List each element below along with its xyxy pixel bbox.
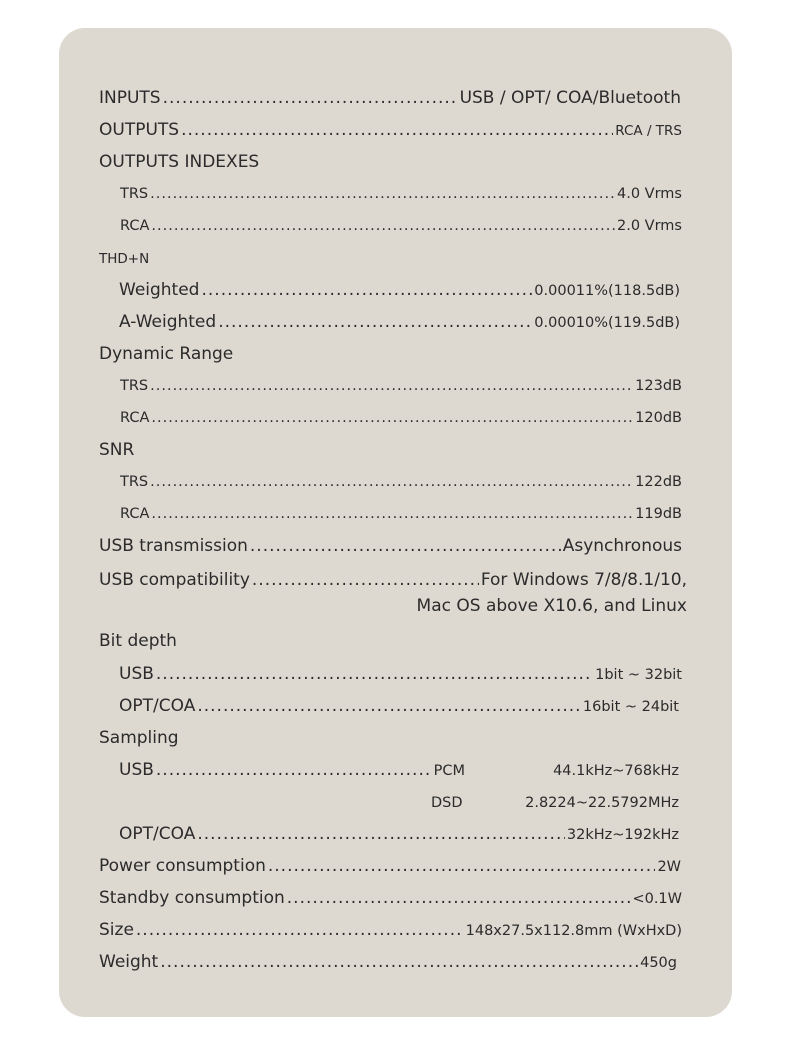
spec-label: INPUTS — [99, 88, 161, 108]
spec-row-dr-trs — [120, 378, 682, 394]
dot-leader — [150, 378, 633, 394]
spec-value: USB / OPT/ COA/Bluetooth — [459, 88, 681, 108]
spec-value: 123dB — [635, 378, 682, 394]
spec-value: RCA / TRS — [615, 123, 682, 139]
spec-row-power — [99, 856, 681, 876]
dot-leader — [136, 920, 464, 940]
spec-label: TRS — [120, 186, 149, 202]
dot-leader — [160, 952, 638, 972]
dot-leader — [156, 664, 593, 684]
spec-row-bit-usb — [119, 664, 682, 684]
spec-label: OPT/COA — [119, 824, 196, 844]
dot-leader — [250, 536, 561, 556]
spec-label: TRS — [120, 474, 149, 490]
spec-row-outputs-rca — [120, 218, 682, 234]
section-heading-sampling: Sampling — [99, 728, 179, 748]
spec-value: 0.00011%(118.5dB) — [534, 283, 680, 299]
spec-label: USB transmission — [99, 536, 248, 556]
section-heading-thd: THD+N — [99, 251, 150, 267]
spec-label: RCA — [120, 506, 150, 522]
section-heading-dynamic-range: Dynamic Range — [99, 344, 234, 364]
spec-row-bit-opt-coa — [119, 696, 679, 716]
spec-label: Power consumption — [99, 856, 266, 876]
dsd-rate: 2.8224~22.5792MHz — [525, 795, 679, 811]
spec-label: USB compatibility — [99, 570, 250, 590]
dot-leader — [201, 280, 532, 300]
spec-row-snr-rca — [120, 506, 682, 522]
spec-label: USB — [119, 760, 154, 780]
dot-leader — [181, 120, 613, 140]
spec-label: Weight — [99, 952, 159, 972]
dot-leader — [197, 696, 581, 716]
spec-row-inputs — [99, 88, 681, 108]
spec-row-usb-transmission — [99, 536, 682, 556]
spec-value: 120dB — [635, 410, 682, 426]
spec-label: USB — [119, 664, 154, 684]
spec-value: 0.00010%(119.5dB) — [534, 315, 680, 331]
dot-leader — [268, 856, 656, 876]
spec-value: 2W — [657, 859, 681, 875]
spec-row-standby — [99, 888, 682, 908]
spec-row-size — [99, 920, 682, 940]
spec-row-dr-rca — [120, 410, 682, 426]
section-heading-outputs-indexes: OUTPUTS INDEXES — [99, 152, 260, 172]
dot-leader — [151, 218, 615, 234]
spec-row-usb-compatibility — [99, 570, 687, 590]
spec-value: 122dB — [635, 474, 682, 490]
dsd-label: DSD — [431, 795, 463, 811]
dot-leader — [287, 888, 631, 908]
spec-row-sampling-opt-coa — [119, 824, 679, 844]
spec-value: 148x27.5x112.8mm (WxHxD) — [465, 923, 682, 939]
spec-row-thd-a-weighted — [119, 312, 680, 332]
spec-value: PCM — [433, 763, 465, 779]
spec-row-snr-trs — [120, 474, 682, 490]
spec-value: 2.0 Vrms — [617, 218, 682, 234]
spec-value: For Windows 7/8/8.1/10, — [480, 570, 687, 590]
spec-label: A-Weighted — [119, 312, 217, 332]
dot-leader — [163, 88, 458, 108]
dot-leader — [150, 474, 633, 490]
spec-row-outputs — [99, 120, 682, 140]
section-heading-snr: SNR — [99, 440, 135, 460]
spec-row-thd-weighted — [119, 280, 680, 300]
spec-label: Standby consumption — [99, 888, 285, 908]
dot-leader — [156, 760, 432, 780]
spec-row-weight — [99, 952, 677, 972]
spec-value: 16bit ~ 24bit — [582, 699, 679, 715]
spec-label: OPT/COA — [119, 696, 196, 716]
spec-value-continuation: Mac OS above X10.6, and Linux — [416, 596, 687, 616]
spec-label: RCA — [120, 218, 150, 234]
pcm-rate: 44.1kHz~768kHz — [553, 763, 679, 779]
spec-value: 119dB — [635, 506, 682, 522]
section-heading-bit-depth: Bit depth — [99, 631, 177, 651]
spec-label: RCA — [120, 410, 150, 426]
spec-label: Size — [99, 920, 134, 940]
dot-leader — [218, 312, 532, 332]
dot-leader — [197, 824, 565, 844]
spec-label: TRS — [120, 378, 149, 394]
dot-leader — [151, 410, 633, 426]
spec-value: 32kHz~192kHz — [566, 827, 679, 843]
spec-value: 450g — [640, 955, 677, 971]
spec-label: OUTPUTS — [99, 120, 180, 140]
spec-label: Weighted — [119, 280, 200, 300]
dot-leader — [151, 506, 633, 522]
spec-row-sampling-usb — [119, 760, 465, 780]
spec-value: Asynchronous — [562, 536, 682, 556]
spec-value: <0.1W — [632, 891, 682, 907]
spec-value: 4.0 Vrms — [617, 186, 682, 202]
spec-value: 1bit ~ 32bit — [595, 667, 682, 683]
spec-row-outputs-trs — [120, 186, 682, 202]
dot-leader — [150, 186, 615, 202]
dot-leader — [252, 570, 479, 590]
